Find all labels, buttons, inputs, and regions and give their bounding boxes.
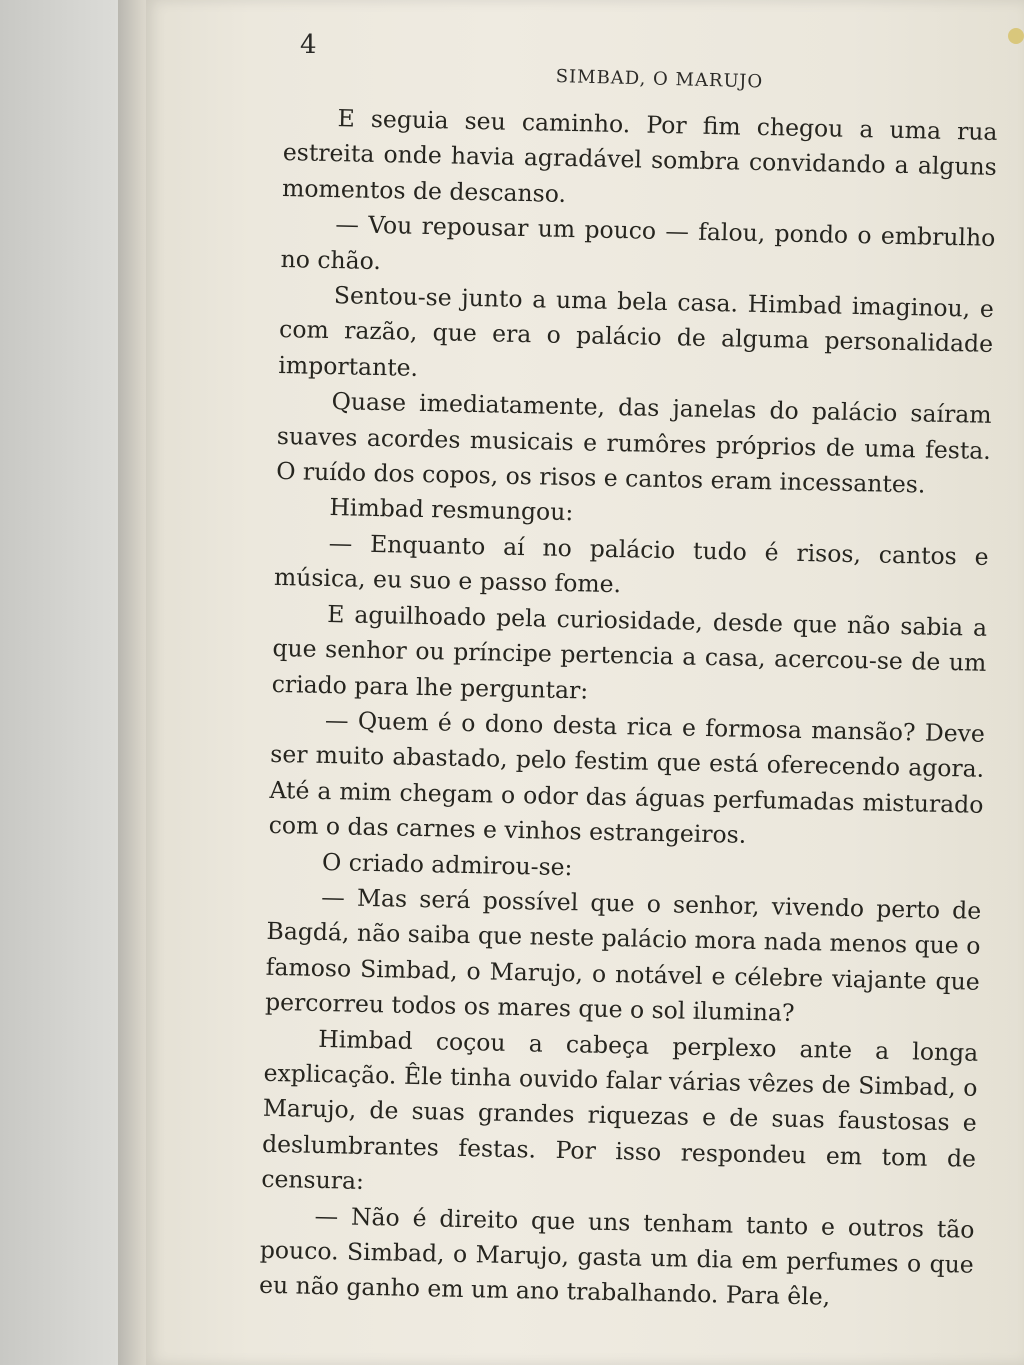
paragraph: O criado admirou-se: [321, 847, 573, 881]
binding-ring [1008, 28, 1024, 44]
paragraph: — Enquanto aí no palácio tudo é risos, cantos e música, eu suo e passo fome. [273, 528, 989, 599]
paragraph: — Não é direito que uns tenham tanto e outros tão pouco. Simbad, o Marujo, gasta um dia em perfumes o que eu não ganho em um ano trabalhando. Para êle, [258, 1201, 975, 1312]
paragraph: Himbad coçou a cabeça perplexo ante a longa explicação. Êle tinha ouvido falar várias vêzes de Simbad, o Marujo, de suas grandes riquezas e de suas faustosas e deslumbrantes festas. Por isso respondeu em tom de censura: [261, 1024, 979, 1196]
body-text [259, 100, 998, 1319]
paragraph: Sentou-se junto a uma bela casa. Himbad imaginou, e com razão, que era o palácio de alguma personalidade importante. [278, 281, 995, 382]
paragraph: E seguia seu caminho. Por fim chegou a uma rua estreita onde havia agradável sombra convidando a alguns momentos de descanso. [281, 104, 998, 208]
paragraph: Himbad resmungou: [329, 493, 574, 527]
paragraph: — Vou repousar um pouco — falou, pondo o embrulho no chão. [280, 210, 996, 275]
paragraph: — Quem é o dono desta rica e formosa mansão? Deve ser muito abastado, pelo festim que está oferecendo agora. Até a mim chegam o odor das águas perfumadas misturado com o das carnes e vinhos estrangeiros. [268, 705, 986, 849]
page-number: 4 [300, 30, 317, 60]
running-title: SIMBAD, O MARUJO [555, 66, 764, 93]
paragraph: Quase imediatamente, das janelas do palácio saíram suaves acordes musicais e rumôres próprios de uma festa. O ruído dos copos, os risos e cantos eram incessantes. [275, 387, 992, 499]
paragraph: — Mas será possível que o senhor, vivendo perto de Bagdá, não saiba que neste palácio mora nada menos que o famoso Simbad, o Marujo, o notável e célebre viajante que percorreu todos os mares que o sol ilumina? [264, 882, 982, 1028]
paragraph: E aguilhoado pela curiosidade, desde que não sabia a que senhor ou príncipe pertencia a casa, acercou-se de um criado para lhe perguntar: [271, 599, 988, 704]
